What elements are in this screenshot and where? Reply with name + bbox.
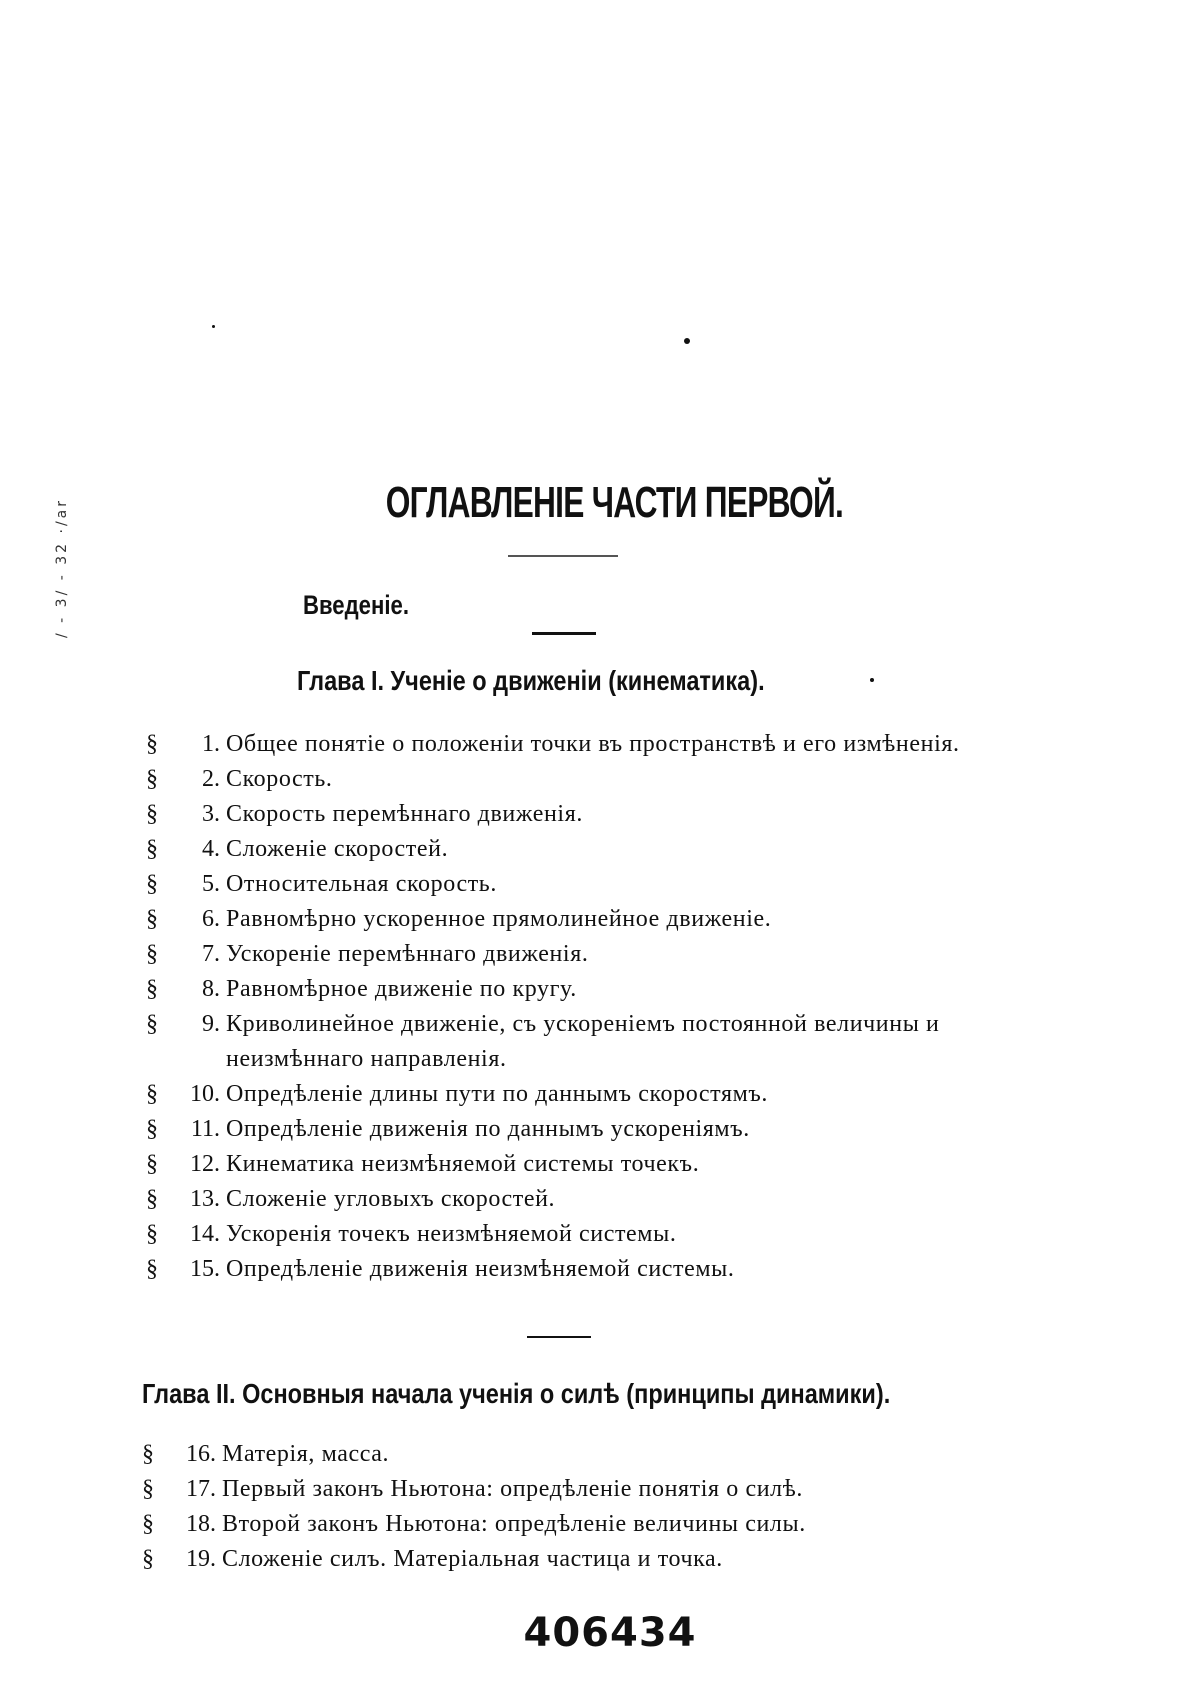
margin-handwritten-note: / - 3/ - 32 ·/ar xyxy=(54,497,70,638)
list-item: § 3. Скорость перемѣннаго движенія. xyxy=(146,801,583,827)
list-item: § 1. Общее понятіе о положеніи точки въ пространствѣ и его измѣненія. xyxy=(146,731,960,757)
page-title: ОГЛАВЛЕНІЕ ЧАСТИ ПЕРВОЙ. xyxy=(385,478,844,527)
list-item: § 2. Скорость. xyxy=(146,766,333,792)
list-item: § 7. Ускореніе перемѣннаго движенія. xyxy=(146,941,589,967)
list-item: § 10. Опредѣленіе длины пути по даннымъ скоростямъ. xyxy=(146,1081,768,1107)
list-item: § 19. Сложеніе силъ. Матеріальная частица и точка. xyxy=(142,1546,723,1572)
list-item: § 11. Опредѣленіе движенія по даннымъ ускореніямъ. xyxy=(146,1116,750,1142)
list-item: § 15. Опредѣленіе движенія неизмѣняемой системы. xyxy=(146,1256,735,1282)
divider-rule xyxy=(527,1336,591,1338)
introduction-heading: Введеніе. xyxy=(303,590,409,620)
ink-speck xyxy=(870,678,874,682)
list-item: § 6. Равномѣрно ускоренное прямолинейное движеніе. xyxy=(146,906,772,932)
list-item: § 16. Матерія, масса. xyxy=(142,1441,390,1467)
inventory-stamp-number: 406434 xyxy=(523,1610,697,1656)
list-item: § 17. Первый законъ Ньютона: опредѣленіе понятія о силѣ. xyxy=(142,1476,803,1502)
list-item: § 12. Кинематика неизмѣняемой системы точекъ. xyxy=(146,1151,700,1177)
chapter-1-section-list xyxy=(146,727,986,1287)
chapter-1-heading: Глава I. Ученіе о движеніи (кинематика). xyxy=(297,665,765,696)
list-item: § 18. Второй законъ Ньютона: опредѣленіе величины силы. xyxy=(142,1511,806,1537)
chapter-2-heading: Глава II. Основныя начала ученія о силѣ (принципы динамики). xyxy=(142,1378,891,1409)
ink-speck xyxy=(684,338,690,344)
list-item: § 13. Сложеніе угловыхъ скоростей. xyxy=(146,1186,556,1212)
divider-rule xyxy=(532,632,596,635)
list-item: § 4. Сложеніе скоростей. xyxy=(146,836,449,862)
ink-speck xyxy=(212,325,215,328)
list-item: § 8. Равномѣрное движеніе по кругу. xyxy=(146,976,577,1002)
list-item: § 9. Криволинейное движеніе, съ ускореніемъ постоянной величины и неизмѣннаго направленія. xyxy=(146,1011,940,1072)
chapter-2-section-list xyxy=(142,1437,982,1577)
title-underline xyxy=(508,555,618,557)
list-item: § 14. Ускоренія точекъ неизмѣняемой системы. xyxy=(146,1221,677,1247)
list-item: § 5. Относительная скорость. xyxy=(146,871,497,897)
